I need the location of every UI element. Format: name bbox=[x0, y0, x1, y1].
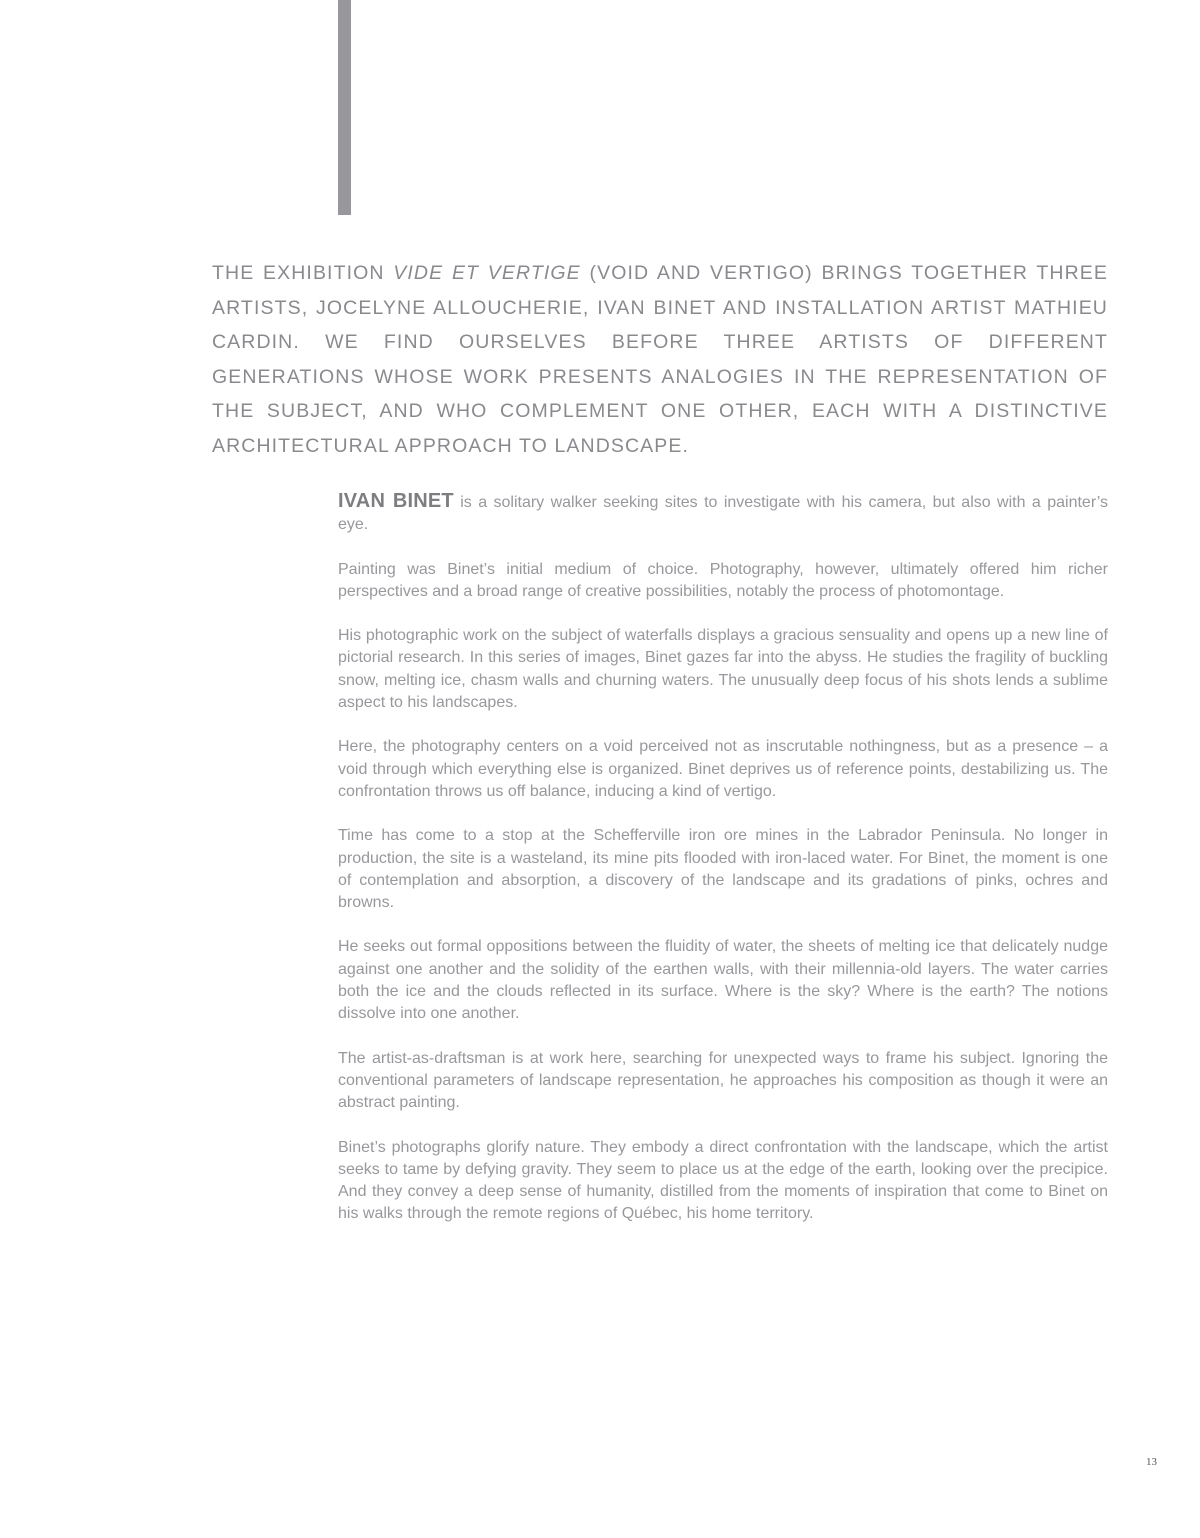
body-paragraph: Binet’s photographs glorify nature. They embody a direct confrontation with the landscape, which the artist seeks to tame by defying gravity. They seem to place us at the edge of the earth, looking over the precipice. And they convey a deep sense of humanity, distilled from the moments of inspiration that come to Binet on his walks through the remote regions of Québec, his home territory. bbox=[338, 1138, 1108, 1223]
artist-name: IVAN BINET bbox=[338, 490, 454, 512]
body-paragraph: Here, the photography centers on a void perceived not as inscrutable nothingness, but as a presence – a void through which everything else is organized. Binet deprives us of reference points, destabilizing us. The confrontation throws us off balance, inducing a kind of vertigo. bbox=[338, 738, 1108, 800]
page-number: 13 bbox=[1146, 1456, 1157, 1468]
body-paragraph: He seeks out formal oppositions between the fluidity of water, the sheets of melting ice that delicately nudge against one another and the solidity of the earthen walls, with their millennia-old layers. The water carries both the ice and the clouds reflected in its surface. Where is the sky? Where is the earth? The notions dissolve into one another. bbox=[338, 938, 1108, 1023]
intro-prefix: THE EXHIBITION bbox=[212, 262, 394, 284]
lead-paragraph-text: is a solitary walker seeking sites to investigate with his camera, but also with a painter’s eye. bbox=[338, 494, 1109, 534]
exhibition-title: VIDE ET VERTIGE bbox=[393, 262, 581, 284]
decorative-vertical-bar bbox=[338, 0, 351, 215]
body-paragraph: Time has come to a stop at the Schefferville iron ore mines in the Labrador Peninsula. No longer in production, the site is a wasteland, its mine pits flooded with iron-laced water. For Binet, the moment is one of contemplation and absorption, a discovery of the landscape and its gradations of pinks, ochres and browns. bbox=[338, 827, 1108, 912]
article-body bbox=[338, 490, 1108, 1248]
body-paragraph: The artist-as-draftsman is at work here, searching for unexpected ways to frame his subject. Ignoring the conventional parameters of landscape representation, he approaches his composition as though it were an abstract painting. bbox=[338, 1049, 1108, 1112]
intro-rest: (VOID AND VERTIGO) BRINGS TOGETHER THREE ARTISTS, JOCELYNE ALLOUCHERIE, IVAN BINET AND INSTALLATION ARTIST MATHIEU CARDIN. WE FIND OURSELVES BEFORE THREE ARTISTS OF DIFFERENT GENERATIONS WHOSE WORK PRESENTS ANALOGIES IN THE REPRESENTATION OF THE SUBJECT, AND WHO COMPLEMENT ONE OTHER, EACH WITH A DISTINCTIVE ARCHITECTURAL APPROACH TO LANDSCAPE. bbox=[212, 262, 1108, 457]
lead-paragraph bbox=[338, 490, 1108, 537]
intro-statement bbox=[212, 256, 1108, 463]
body-paragraph: Painting was Binet’s initial medium of choice. Photography, however, ultimately offered him richer perspectives and a broad range of creative possibilities, notably the process of photomontage. bbox=[338, 560, 1108, 600]
body-paragraph: His photographic work on the subject of waterfalls displays a gracious sensuality and opens up a new line of pictorial research. In this series of images, Binet gazes far into the abyss. He studies the fragility of buckling snow, melting ice, chasm walls and churning waters. The unusually deep focus of his shots lends a sublime aspect to his landscapes. bbox=[338, 627, 1108, 712]
